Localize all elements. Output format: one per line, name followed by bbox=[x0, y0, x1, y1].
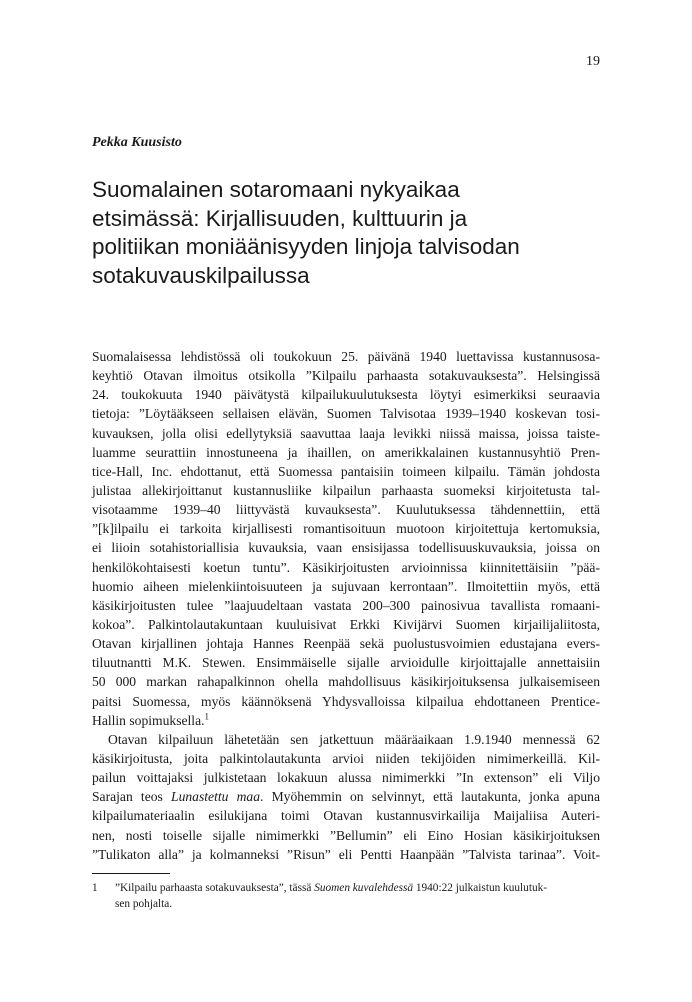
text-line: tietoja: ”Löytääkseen sellaisen elävän, Suomen Talvisotaa 1939–1940 koskevan tosi- bbox=[92, 406, 600, 422]
footnote-text bbox=[115, 880, 600, 912]
text-line: huomio aiheen mielenkiintoisuuteen ja sujuvaan kerrontaan”. Ilmoitettiin myös, että bbox=[92, 578, 600, 594]
footnote-divider bbox=[92, 873, 170, 874]
title-line: politiikan moniäänisyyden linjoja talvisodan bbox=[92, 234, 520, 259]
text-line: kuvauksen, jolla olisi edellytyksiä saavuttaa laaja levikki niissä maissa, joissa taiste- bbox=[92, 425, 600, 441]
article-body bbox=[92, 347, 600, 864]
text-line: ”[k]ilpailu ei tarkoita kirjallisesti romantisoituun muotoon kirjoitettuja kertomuksia, bbox=[92, 521, 600, 537]
paragraph-2 bbox=[92, 730, 600, 864]
text-line: tice-Hall, Inc. ehdottanut, että Suomessa pantaisiin toimeen kilpailu. Tämän johdosta bbox=[92, 463, 600, 479]
text-line: paitsi Suomessa, myös käännöksenä Yhdysvalloissa kilpailua ehdottaneen Prentice- bbox=[92, 693, 600, 709]
footnote-text-part: sen pohjalta. bbox=[115, 898, 173, 910]
text-line: pailun voittajaksi julkistetaan lokakuun alussa nimimerkki ”In extenson” eli Viljo bbox=[92, 770, 600, 786]
magazine-title: Suomen kuvalehdessä bbox=[314, 882, 414, 894]
text-line: visotaamme 1939–40 liittyvästä kuvauksesta”. Kuulutuksessa tähdennettiin, että bbox=[92, 502, 600, 518]
text-line bbox=[92, 711, 600, 730]
text-line: julistaa allekirjoittanut kustannusliike kilpailun parhaasta suomeksi kirjoitetusta tal- bbox=[92, 482, 600, 498]
text-line-content: . Myöhemmin on selvinnyt, että lautakunta, jonka apuna bbox=[260, 789, 600, 805]
footnote-text-part: ”Kilpailu parhaasta sotakuvauksesta”, tässä bbox=[115, 882, 315, 894]
title-line: sotakuvauskilpailussa bbox=[92, 262, 310, 288]
article-title bbox=[92, 176, 612, 290]
text-line: keyhtiö Otavan ilmoitus otsikolla ”Kilpailu parhaasta sotakuvauksesta”. Helsingissä bbox=[92, 368, 600, 384]
text-line: Otavan kirjallinen johtaja Hannes Reenpää sekä puolustusvoimien edustajana evers- bbox=[92, 636, 600, 652]
text-line: käsikirjoitusta, joita palkintolautakunta arvioi niiden tekijöiden nimimerkeillä. Kil- bbox=[92, 750, 600, 766]
book-title: Lunastettu maa bbox=[171, 789, 261, 805]
title-line: Suomalainen sotaromaani nykyaikaa bbox=[92, 177, 460, 202]
text-line: Otavan kilpailuun lähetetään sen jatkettuun määräaikaan 1.9.1940 mennessä 62 bbox=[108, 731, 600, 747]
text-line-content: Hallin sopimuksella. bbox=[92, 712, 205, 728]
paragraph-1 bbox=[92, 347, 600, 730]
text-line: luamme seurattiin innostuneena ja ihaillen, on amerikkalainen kustannusyhtiö Pren- bbox=[92, 444, 600, 460]
text-line: ei liioin sotahistoriallisia kuvauksia, vaan ensisijassa todellisuuskuvauksia, joissa on bbox=[92, 540, 600, 556]
text-line: käsikirjoitusten tulee ”laajuudeltaan vastata 200–300 painosivua tavallista romaani- bbox=[92, 597, 600, 613]
footnote-text-part: 1940:22 julkaistun kuulutuk- bbox=[413, 882, 548, 894]
text-line: Suomalaisessa lehdistössä oli toukokuun 25. päivänä 1940 luettavissa kustannusosa- bbox=[92, 349, 600, 364]
text-line-content: Sarajan teos bbox=[92, 789, 172, 805]
text-line: tiluutnantti M.K. Stewen. Ensimmäiselle sijalle arvioidulle kirjoittajalle annettaisiin bbox=[92, 655, 600, 671]
footnote bbox=[92, 880, 600, 912]
footnote-number: 1 bbox=[92, 882, 98, 894]
text-line: kokoa”. Palkintolautakuntaan kuuluisivat Erkki Kivijärvi Suomen kirjailijaliitosta, bbox=[92, 616, 600, 632]
text-line: ”Tulikaton alla” ja kolmanneksi ”Risun” eli Pentti Haanpään ”Talvista tarinaa”. Voit- bbox=[92, 846, 600, 862]
text-line bbox=[92, 787, 600, 806]
footnote-reference: 1 bbox=[204, 711, 210, 722]
text-line: nen, nosti toiselle sijalle nimimerkki ”Bellumin” eli Eino Hosian käsikirjoituksen bbox=[92, 827, 600, 843]
text-line: 24. toukokuuta 1940 päivätystä kilpailukuulutuksesta löytyi esimerkiksi seuraavia bbox=[92, 387, 600, 403]
text-line: 50 000 markan rahapalkinnon ohella mahdollisuus käsikirjoituksensa julkaisemiseen bbox=[92, 674, 600, 690]
title-line: etsimässä: Kirjallisuuden, kulttuurin ja bbox=[92, 205, 468, 231]
page-number: 19 bbox=[586, 54, 600, 69]
text-line: kilpailumateriaalin esilukijana toimi Otavan kustannusvirkailija Maijaliisa Auteri- bbox=[92, 808, 600, 824]
author-name: Pekka Kuusisto bbox=[92, 135, 182, 150]
text-line: henkilökohtaisesti koetun tuntu”. Käsikirjoitusten arvioinnissa kiinnitettäisiin ”pää- bbox=[92, 559, 600, 575]
